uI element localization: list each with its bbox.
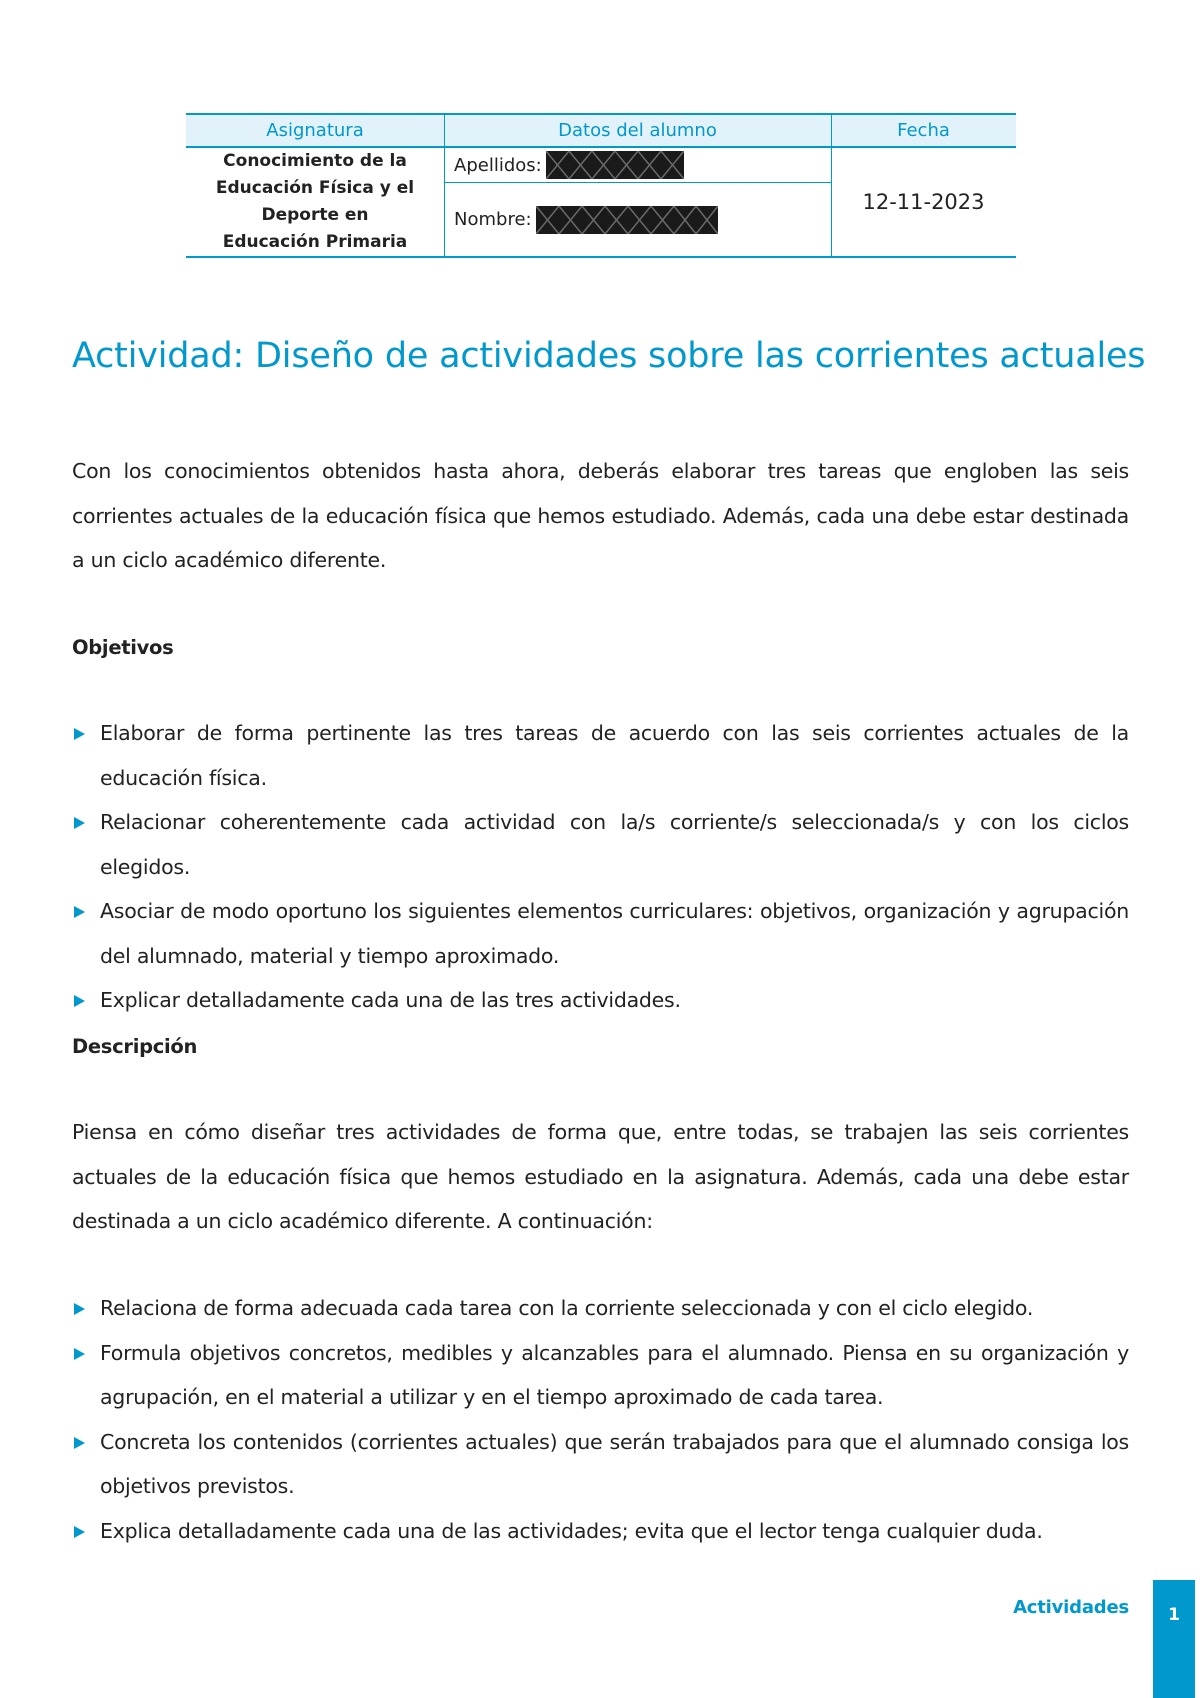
description-list — [72, 1286, 1129, 1553]
name-label: Nombre: — [454, 209, 532, 230]
list-item-text: Asociar de modo oportuno los siguientes elementos curriculares: objetivos, organización y agrupación del alumnado, material y tiempo aproximado. — [100, 899, 1129, 968]
subject-name — [186, 150, 444, 254]
page-number: 1 — [1168, 1605, 1180, 1625]
table-bottom-border — [186, 256, 1016, 258]
list-item — [72, 1420, 1129, 1509]
name-field — [454, 183, 718, 256]
triangle-bullet-icon — [74, 906, 85, 918]
redacted-surname — [546, 151, 684, 179]
list-item-text: Explicar detalladamente cada una de las tres actividades. — [100, 988, 681, 1012]
triangle-bullet-icon — [74, 1526, 85, 1538]
list-item-text: Formula objetivos concretos, medibles y alcanzables para el alumnado. Piensa en su organización y agrupación, en el material a utilizar y en el tiempo aproximado de cada tarea. — [100, 1340, 1129, 1409]
page-number-tab — [1153, 1580, 1195, 1698]
subject-text: Conocimiento de la Educación Física y el Deporte en Educación Primaria — [215, 151, 415, 252]
intro-paragraph: Con los conocimientos obtenidos hasta ahora, deberás elaborar tres tareas que engloben las seis corrientes actuales de la educación física que hemos estudiado. Además, cada una debe estar destinada a un ciclo académico diferente. — [72, 459, 1129, 572]
redacted-name — [536, 206, 718, 234]
triangle-bullet-icon — [74, 995, 85, 1007]
list-item — [72, 711, 1129, 800]
list-item — [72, 1509, 1129, 1554]
triangle-bullet-icon — [74, 728, 85, 740]
column-header-date: Fecha — [897, 120, 950, 141]
objectives-heading: Objetivos — [72, 636, 174, 659]
triangle-bullet-icon — [74, 817, 85, 829]
column-header-subject: Asignatura — [266, 120, 364, 141]
surname-field — [454, 148, 684, 182]
description-paragraph: Piensa en cómo diseñar tres actividades de forma que, entre todas, se trabajen las seis corrientes actuales de la educación física que hemos estudiado en la asignatura. Además, cada una debe estar destinada a un ciclo académico diferente. A continuación: — [72, 1120, 1129, 1233]
submission-date: 12-11-2023 — [862, 190, 985, 214]
objectives-list — [72, 711, 1129, 1023]
header-table — [186, 113, 1016, 258]
surname-label: Apellidos: — [454, 154, 542, 176]
list-item-text: Concreta los contenidos (corrientes actuales) que serán trabajados para que el alumnado consiga los objetivos previstos. — [100, 1429, 1129, 1498]
list-item — [72, 800, 1129, 889]
triangle-bullet-icon — [74, 1437, 85, 1449]
page-title: Actividad: Diseño de actividades sobre las corrientes actuales — [72, 336, 1146, 376]
list-item-text: Relacionar coherentemente cada actividad con la/s corriente/s seleccionada/s y con los ciclos elegidos. — [100, 810, 1129, 879]
list-item — [72, 889, 1129, 978]
description-heading: Descripción — [72, 1035, 198, 1058]
list-item — [72, 978, 1129, 1023]
triangle-bullet-icon — [74, 1303, 85, 1315]
list-item-text: Explica detalladamente cada una de las actividades; evita que el lector tenga cualquier duda. — [100, 1518, 1043, 1543]
list-item — [72, 1331, 1129, 1420]
list-item — [72, 1286, 1129, 1331]
triangle-bullet-icon — [74, 1348, 85, 1360]
footer-section-label: Actividades — [1013, 1597, 1129, 1618]
list-item-text: Elaborar de forma pertinente las tres tareas de acuerdo con las seis corrientes actuales de la educación física. — [100, 721, 1129, 790]
column-header-student: Datos del alumno — [558, 120, 717, 141]
list-item-text: Relaciona de forma adecuada cada tarea con la corriente seleccionada y con el ciclo elegido. — [100, 1296, 1034, 1320]
